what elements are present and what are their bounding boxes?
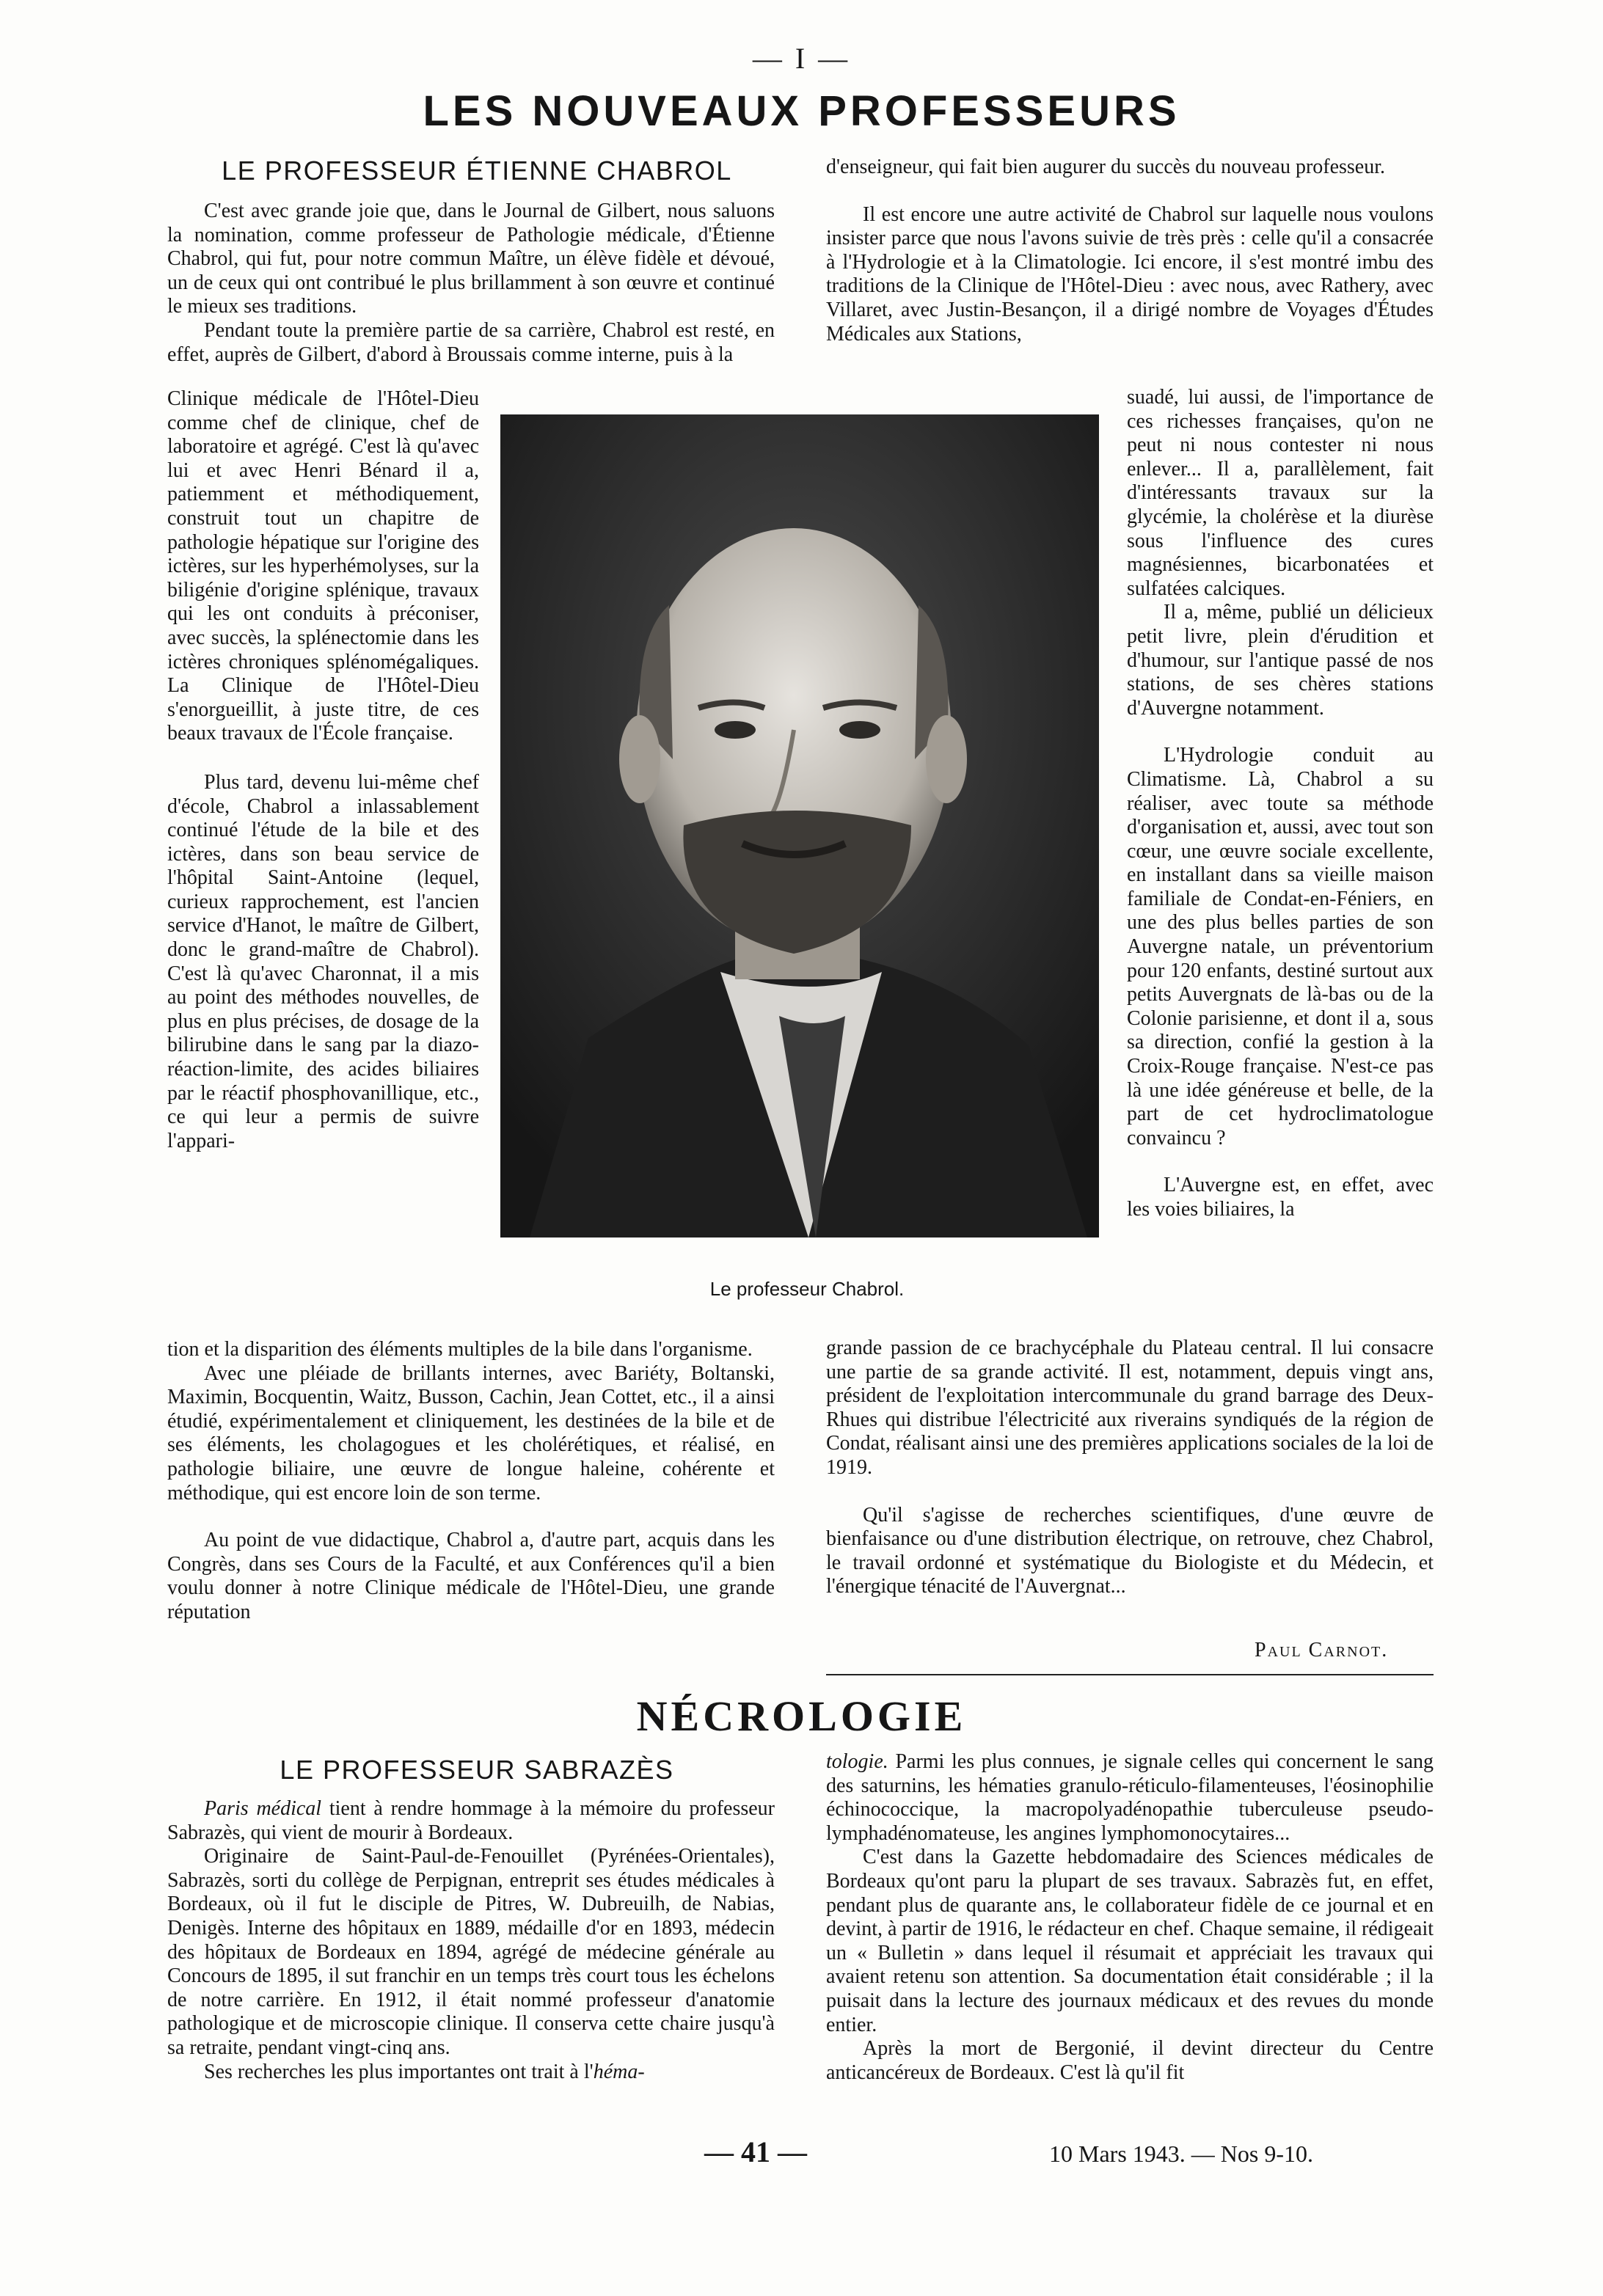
paragraph: Plus tard, devenu lui-même chef d'école, Chabrol a inlassablement continué l'étude de la bile et des ictères, dans son beau service de l'hôpital Saint-Antoine (lequel, curieux rapprochement, est l'ancien service d'Hanot, le maître de Gilbert, donc le grand-maître de Chabrol). C'est là qu'avec Charonnat, il a mis au point des méthodes nouvelles, de plus en plus précises, de dosage de la bilirubine dans le sang par la diazo-réaction-limite, des acides biliaires par le réactif phosphovanillique, etc., ce qui leur a permis de suivre l'appari- xyxy=(167,770,479,1152)
signature: Paul Carnot. xyxy=(1255,1639,1389,1661)
paragraph: tient à rendre hommage à la mémoire du professeur Sabrazès, qui vient de mourir à Bordeaux. xyxy=(167,1797,775,1844)
article-heading-chabrol: LE PROFESSEUR ÉTIENNE CHABROL xyxy=(222,156,732,186)
issue-date: 10 Mars 1943. — Nos 9-10. xyxy=(1049,2140,1313,2167)
necro-left-column xyxy=(167,1797,775,2084)
paragraph: d'enseigneur, qui fait bien augurer du succès du nouveau professeur. xyxy=(826,156,1386,178)
paragraph: Clinique médicale de l'Hôtel-Dieu comme chef de clinique, chef de laboratoire et agrégé. C'est là qu'avec lui et avec Henri Bénard il a, patiemment et méthodiquement, construit tout un chapitre de pathologie hépatique sur l'origine des ictères, sur les hyperhémolyses, sur la biligénie d'origine splénique, travaux qui les ont conduits à préconiser, avec succès, la splénectomie dans les ictères chroniques splénomégaliques. La Clinique de l'Hôtel-Dieu s'enorgueillit, à juste titre, de ces beaux travaux de l'École française. xyxy=(167,387,479,745)
paragraph: C'est avec grande joie que, dans le Journal de Gilbert, nous saluons la nomination, comme professeur de Pathologie médicale, d'Étienne Chabrol, qui fut, pour notre commun Maître, un élève fidèle et dévoué, un de ceux qui ont contribué le plus brillamment à son œuvre et continué le mieux ses traditions. xyxy=(167,200,775,318)
portrait-photo xyxy=(500,414,1099,1237)
paragraph: Parmi les plus connues, je signale celles qui concernent le sang des saturnins, les hématies granulo-réticulo-filamenteuses, l'éosinophilie échinococcique, la macropolyadénopathie tuberculeuse pseudo-lymphadénomateuse, les angines lymphomonocytaires... xyxy=(826,1750,1434,1845)
necro-right-column xyxy=(826,1750,1434,2085)
article-heading-sabrazes: LE PROFESSEUR SABRAZÈS xyxy=(280,1755,674,1785)
paragraph: tion et la disparition des éléments multiples de la bile dans l'organisme. xyxy=(167,1338,753,1361)
paragraph: Il a, même, publié un délicieux petit livre, plein d'érudition et d'humour, sur l'antique passé de nos stations, de ses chères stations d'Auvergne notamment. xyxy=(1127,601,1434,720)
paragraph: Il est encore une autre activité de Chabrol sur laquelle nous voulons insister parce que nous l'avons suivie de très près : celle qu'il a consacrée à l'Hydrologie et à la Climatologie. Ici encore, il s'est montré imbu des traditions de la Clinique de l'Hôtel-Dieu : avec nous, avec Rathery, avec Villaret, avec Justin-Besançon, il a dirigé nombre de Voyages d'Études Médicales aux Stations, xyxy=(826,202,1434,346)
italic-word: héma- xyxy=(593,2060,645,2083)
right-column-bottom xyxy=(826,1337,1434,1599)
divider xyxy=(826,1674,1434,1675)
paragraph: suadé, lui aussi, de l'importance de ces richesses françaises, qu'on ne peut ni nous contester ni nous enlever... Il a, parallèlement, fait d'intéressants travaux sur la glycémie, la cholérèse et la diurèse sous l'influence des cures magnésiennes, bicarbonatées et sulfatées calciques. xyxy=(1127,386,1434,600)
paragraph: C'est dans la Gazette hebdomadaire des Sciences médicales de Bordeaux qu'ont paru la plupart de ses travaux. Sabrazès fut, en effet, pendant plus de quarante ans, le collaborateur fidèle de ce journal et en devint, à partir de 1916, le rédacteur en chef. Chaque semaine, il rédigeait un « Bulletin » dans lequel il résumait et appréciait les travaux qui avaient retenu son attention. Sa documentation était considérable ; il la puisait dans la lecture des journaux médicaux et des revues du monde entier. xyxy=(826,1846,1434,2036)
paragraph: Après la mort de Bergonié, il devint directeur du Centre anticancéreux de Bordeaux. C'est là qu'il fit xyxy=(826,2037,1434,2084)
paragraph: Ses recherches les plus importantes ont trait à l' xyxy=(204,2060,594,2083)
right-column-narrow xyxy=(1127,386,1434,1222)
paragraph: L'Hydrologie conduit au Climatisme. Là, Chabrol a su réaliser, avec toute sa méthode d'organisation et, aussi, avec tout son cœur, une œuvre sociale excellente, en installant dans sa vieille maison familiale de Condat-en-Féniers, en une des plus belles parties de son Auvergne natale, un préventorium pour 120 enfants, destiné surtout aux petits Auvergnats de là-bas ou de la Colonie parisienne, et dont il a, sous sa direction, confié la gestion à la Croix-Rouge française. N'est-ce pas là une idée généreuse et belle, de la part de cet hydroclimatologue convaincu ? xyxy=(1127,744,1434,1149)
section-title-necrologie: NÉCROLOGIE xyxy=(636,1692,967,1740)
paragraph: Qu'il s'agisse de recherches scientifiques, d'une œuvre de bienfaisance ou d'une distribution électrique, on retrouve, chez Chabrol, le travail ordonné et systématique du Biologiste et du Médecin, et l'énergique ténacité de l'Auvergnat... xyxy=(826,1503,1434,1598)
page-number: — 41 — xyxy=(704,2135,807,2168)
left-column-bottom xyxy=(167,1338,775,1625)
paragraph: Au point de vue didactique, Chabrol a, d'autre part, acquis dans les Congrès, dans ses Cours de la Faculté, et aux Conférences qu'il a bien voulu donner à notre Clinique médicale de l'Hôtel-Dieu, une grande réputation xyxy=(167,1529,775,1623)
paragraph: Originaire de Saint-Paul-de-Fenouillet (Pyrénées-Orientales), Sabrazès, sorti du collège de Perpignan, entreprit ses études médicales à Bordeaux, où il fut le disciple de Pitres, W. Dubreuilh, de Nabias, Denigès. Interne des hôpitaux en 1889, médaille d'or en 1893, médecin des hôpitaux de Bordeaux en 1894, agrégé de médecine générale au Concours de 1895, il sut franchir en un temps très court tous les échelons de notre carrière. En 1912, il était nommé professeur d'anatomie pathologique et de microscopie clinique. Il conserva cette chaire jusqu'à sa retraite, pendant vingt-cinq ans. xyxy=(167,1845,775,2059)
paragraph: Avec une pléiade de brillants internes, avec Bariéty, Boltanski, Maximin, Bocquentin, Waitz, Busson, Cachin, Jean Cottet, etc., il a ainsi étudié, expérimentalement et cliniquement, les destinées de la bile et de ses éléments, les cholagogues et les cholérétiques, et réalisé, en pathologie biliaire, une œuvre de longue haleine, cohérente et méthodique, qui est encore loin de son terme. xyxy=(167,1361,775,1505)
journal-name: Paris médical xyxy=(204,1797,322,1820)
paragraph: Pendant toute la première partie de sa carrière, Chabrol est resté, en effet, auprès de Gilbert, d'abord à Broussais comme interne, puis à la xyxy=(167,318,775,366)
portrait-illustration xyxy=(500,414,1099,1237)
paragraph: L'Auvergne est, en effet, avec les voies biliaires, la xyxy=(1127,1174,1434,1221)
photo-caption: Le professeur Chabrol. xyxy=(709,1278,905,1300)
paragraph: grande passion de ce brachycéphale du Plateau central. Il lui consacre une partie de sa grande activité. Il est, notamment, depuis vingt ans, président de l'exploitation intercommunale du grand barrage des Deux-Rhues qui distribue l'électricité aux riverains syndiqués de la région de Condat, réalisant ainsi une des premières applications sociales de la loi de 1919. xyxy=(826,1337,1434,1479)
italic-word: tologie. xyxy=(826,1750,888,1773)
left-column-top xyxy=(167,200,775,367)
folio: — I — xyxy=(752,42,851,75)
right-column-top xyxy=(826,156,1434,346)
left-column-narrow xyxy=(167,387,479,1153)
page-title: LES NOUVEAUX PROFESSEURS xyxy=(423,87,1180,135)
